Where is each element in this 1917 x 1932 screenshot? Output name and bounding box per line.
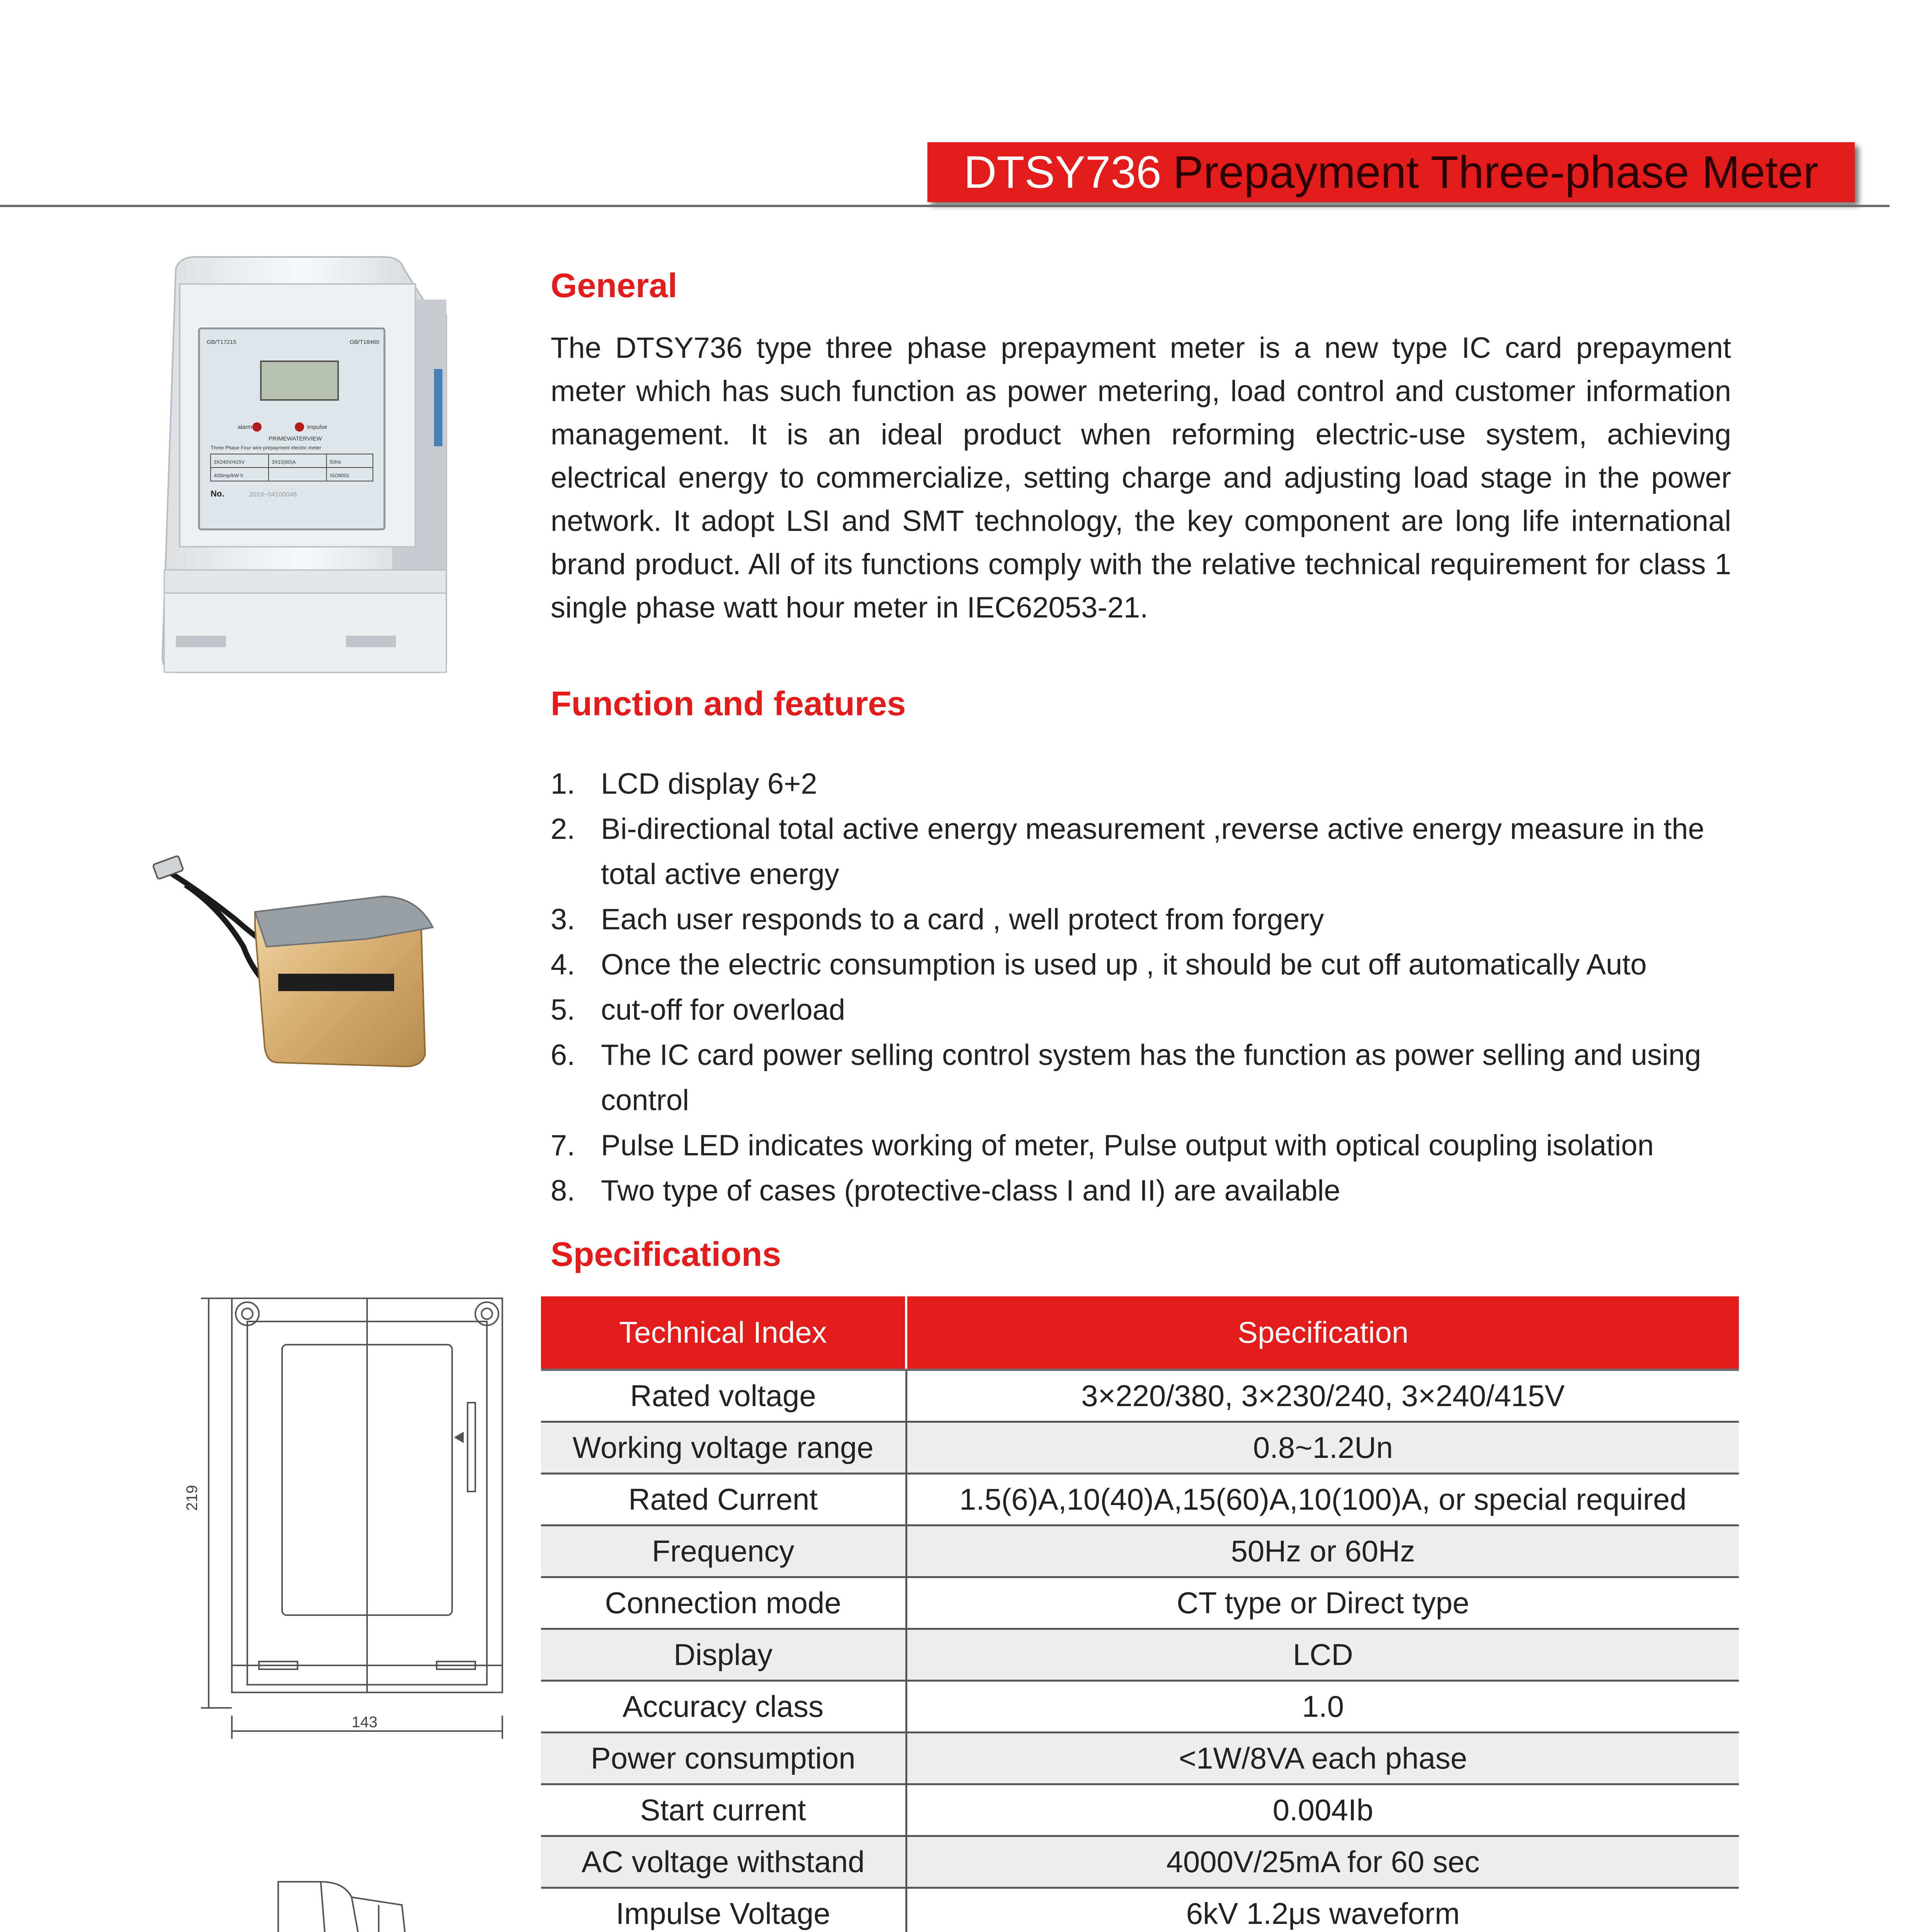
item-number: 6. — [551, 1039, 575, 1071]
table-row — [541, 1422, 1739, 1474]
item-number: 2. — [551, 813, 575, 845]
item-number: 3. — [551, 903, 575, 936]
list-item — [551, 987, 1749, 1032]
item-text: Each user responds to a card , well protect from forgery — [601, 903, 1324, 936]
card-reader-photo — [151, 831, 444, 1070]
meter-brand: PRIMEWATERVIEW — [269, 435, 322, 442]
table-row — [541, 1370, 1739, 1422]
table-row — [541, 1836, 1739, 1888]
table-row — [541, 1629, 1739, 1681]
meter-cell-constant: 400imp/kW·h — [214, 473, 243, 478]
list-item — [551, 761, 1749, 806]
meter-serial: 2019~04100046 — [249, 491, 297, 498]
specification-cell: CT type or Direct type — [906, 1577, 1739, 1629]
item-text: cut-off for overload — [601, 993, 845, 1026]
list-item — [551, 1168, 1749, 1213]
general-heading: General — [551, 266, 677, 304]
front-dimension-drawing — [170, 1275, 549, 1762]
item-text: The IC card power selling control system has the function as power selling and using control — [601, 1039, 1701, 1117]
item-number: 4. — [551, 948, 575, 981]
list-item — [551, 1032, 1749, 1123]
meter-no-label: No. — [211, 489, 225, 498]
technical-index-cell: Rated Current — [541, 1474, 906, 1526]
title-product-name: Prepayment Three-phase Meter — [1173, 146, 1818, 198]
technical-index-cell: Accuracy class — [541, 1681, 906, 1733]
item-text: Two type of cases (protective-class I and II) are available — [601, 1174, 1340, 1207]
table-row — [541, 1577, 1739, 1629]
list-item — [551, 897, 1749, 942]
features-list — [551, 761, 1749, 1213]
meter-cell-iso: ISO9001 — [330, 473, 350, 478]
technical-index-cell: Start current — [541, 1784, 906, 1836]
item-text: Bi-directional total active energy measurement ,reverse active energy measure in the total active energy — [601, 813, 1704, 891]
features-heading: Function and features — [551, 684, 906, 723]
title-banner — [927, 142, 1855, 202]
meter-description: Three Phase Four wire prepayment electric meter — [211, 445, 321, 451]
meter-label-right: GB/T18460 — [350, 339, 379, 345]
list-item — [551, 942, 1749, 987]
table-row — [541, 1733, 1739, 1784]
specification-cell: 50Hz or 60Hz — [906, 1526, 1739, 1577]
meter-cell-frequency: 50Hz — [330, 459, 342, 465]
specification-cell: 6kV 1.2μs waveform — [906, 1888, 1739, 1932]
table-row — [541, 1474, 1739, 1526]
alarm-label: alarm — [238, 424, 252, 430]
technical-index-cell: Working voltage range — [541, 1422, 906, 1474]
technical-index-cell: Connection mode — [541, 1577, 906, 1629]
technical-index-cell: Frequency — [541, 1526, 906, 1577]
table-row — [541, 1681, 1739, 1733]
title-model: DTSY736 — [964, 146, 1162, 198]
table-row — [541, 1888, 1739, 1932]
technical-index-cell: Impulse Voltage — [541, 1888, 906, 1932]
list-item — [551, 1123, 1749, 1168]
side-dimension-drawing — [263, 1874, 425, 1932]
item-text: Once the electric consumption is used up , it should be cut off automatically Auto — [601, 948, 1647, 981]
item-number: 8. — [551, 1174, 575, 1207]
item-number: 7. — [551, 1129, 575, 1162]
impulse-led — [295, 422, 304, 432]
card-slot — [278, 974, 394, 991]
list-item — [551, 806, 1749, 897]
specifications-heading: Specifications — [551, 1235, 781, 1273]
meter-label-left: GB/T17215 — [207, 339, 236, 345]
specification-cell: 1.0 — [906, 1681, 1739, 1733]
item-text: Pulse LED indicates working of meter, Pulse output with optical coupling isolation — [601, 1129, 1654, 1162]
specification-cell: 0.004Ib — [906, 1784, 1739, 1836]
technical-index-cell: Display — [541, 1629, 906, 1681]
specification-cell: LCD — [906, 1629, 1739, 1681]
meter-cell-current: 3X15(60)A — [272, 459, 296, 465]
column-header-specification: Specification — [906, 1296, 1739, 1370]
item-text: LCD display 6+2 — [601, 767, 817, 800]
specification-cell: 4000V/25mA for 60 sec — [906, 1836, 1739, 1888]
specification-cell: <1W/8VA each phase — [906, 1733, 1739, 1784]
front-height-dimension: 219 — [184, 1485, 201, 1511]
specification-cell: 0.8~1.2Un — [906, 1422, 1739, 1474]
alarm-led — [252, 422, 262, 432]
specification-cell: 3×220/380, 3×230/240, 3×240/415V — [906, 1370, 1739, 1422]
table-row — [541, 1526, 1739, 1577]
technical-index-cell: Power consumption — [541, 1733, 906, 1784]
technical-index-cell: AC voltage withstand — [541, 1836, 906, 1888]
impulse-label: impulse — [307, 424, 327, 430]
item-number: 1. — [551, 767, 575, 800]
specification-cell: 1.5(6)A,10(40)A,15(60)A,10(100)A, or special required — [906, 1474, 1739, 1526]
meter-cell-voltage: 3X240V/415V — [214, 459, 245, 465]
general-paragraph: The DTSY736 type three phase prepayment meter is a new type IC card prepayment meter which has such function as power metering, load control and customer information management. It is an ideal product when reforming electric-use system, achieving electrical energy to commercialize, setting charge and adjusting load stage in the power network. It adopt LSI and SMT technology, the key component are long life international brand product. All of its functions comply with the relative technical requirement for class 1 single phase watt hour meter in IEC62053-21. — [551, 332, 1731, 624]
header-divider — [0, 205, 1890, 207]
table-row — [541, 1784, 1739, 1836]
column-header-technical-index: Technical Index — [541, 1296, 906, 1370]
front-width-dimension: 143 — [352, 1714, 378, 1731]
table-header-row — [541, 1296, 1739, 1370]
spec-table — [541, 1296, 1739, 1932]
item-number: 5. — [551, 993, 575, 1026]
meter-photo — [153, 253, 462, 713]
technical-index-cell: Rated voltage — [541, 1370, 906, 1422]
